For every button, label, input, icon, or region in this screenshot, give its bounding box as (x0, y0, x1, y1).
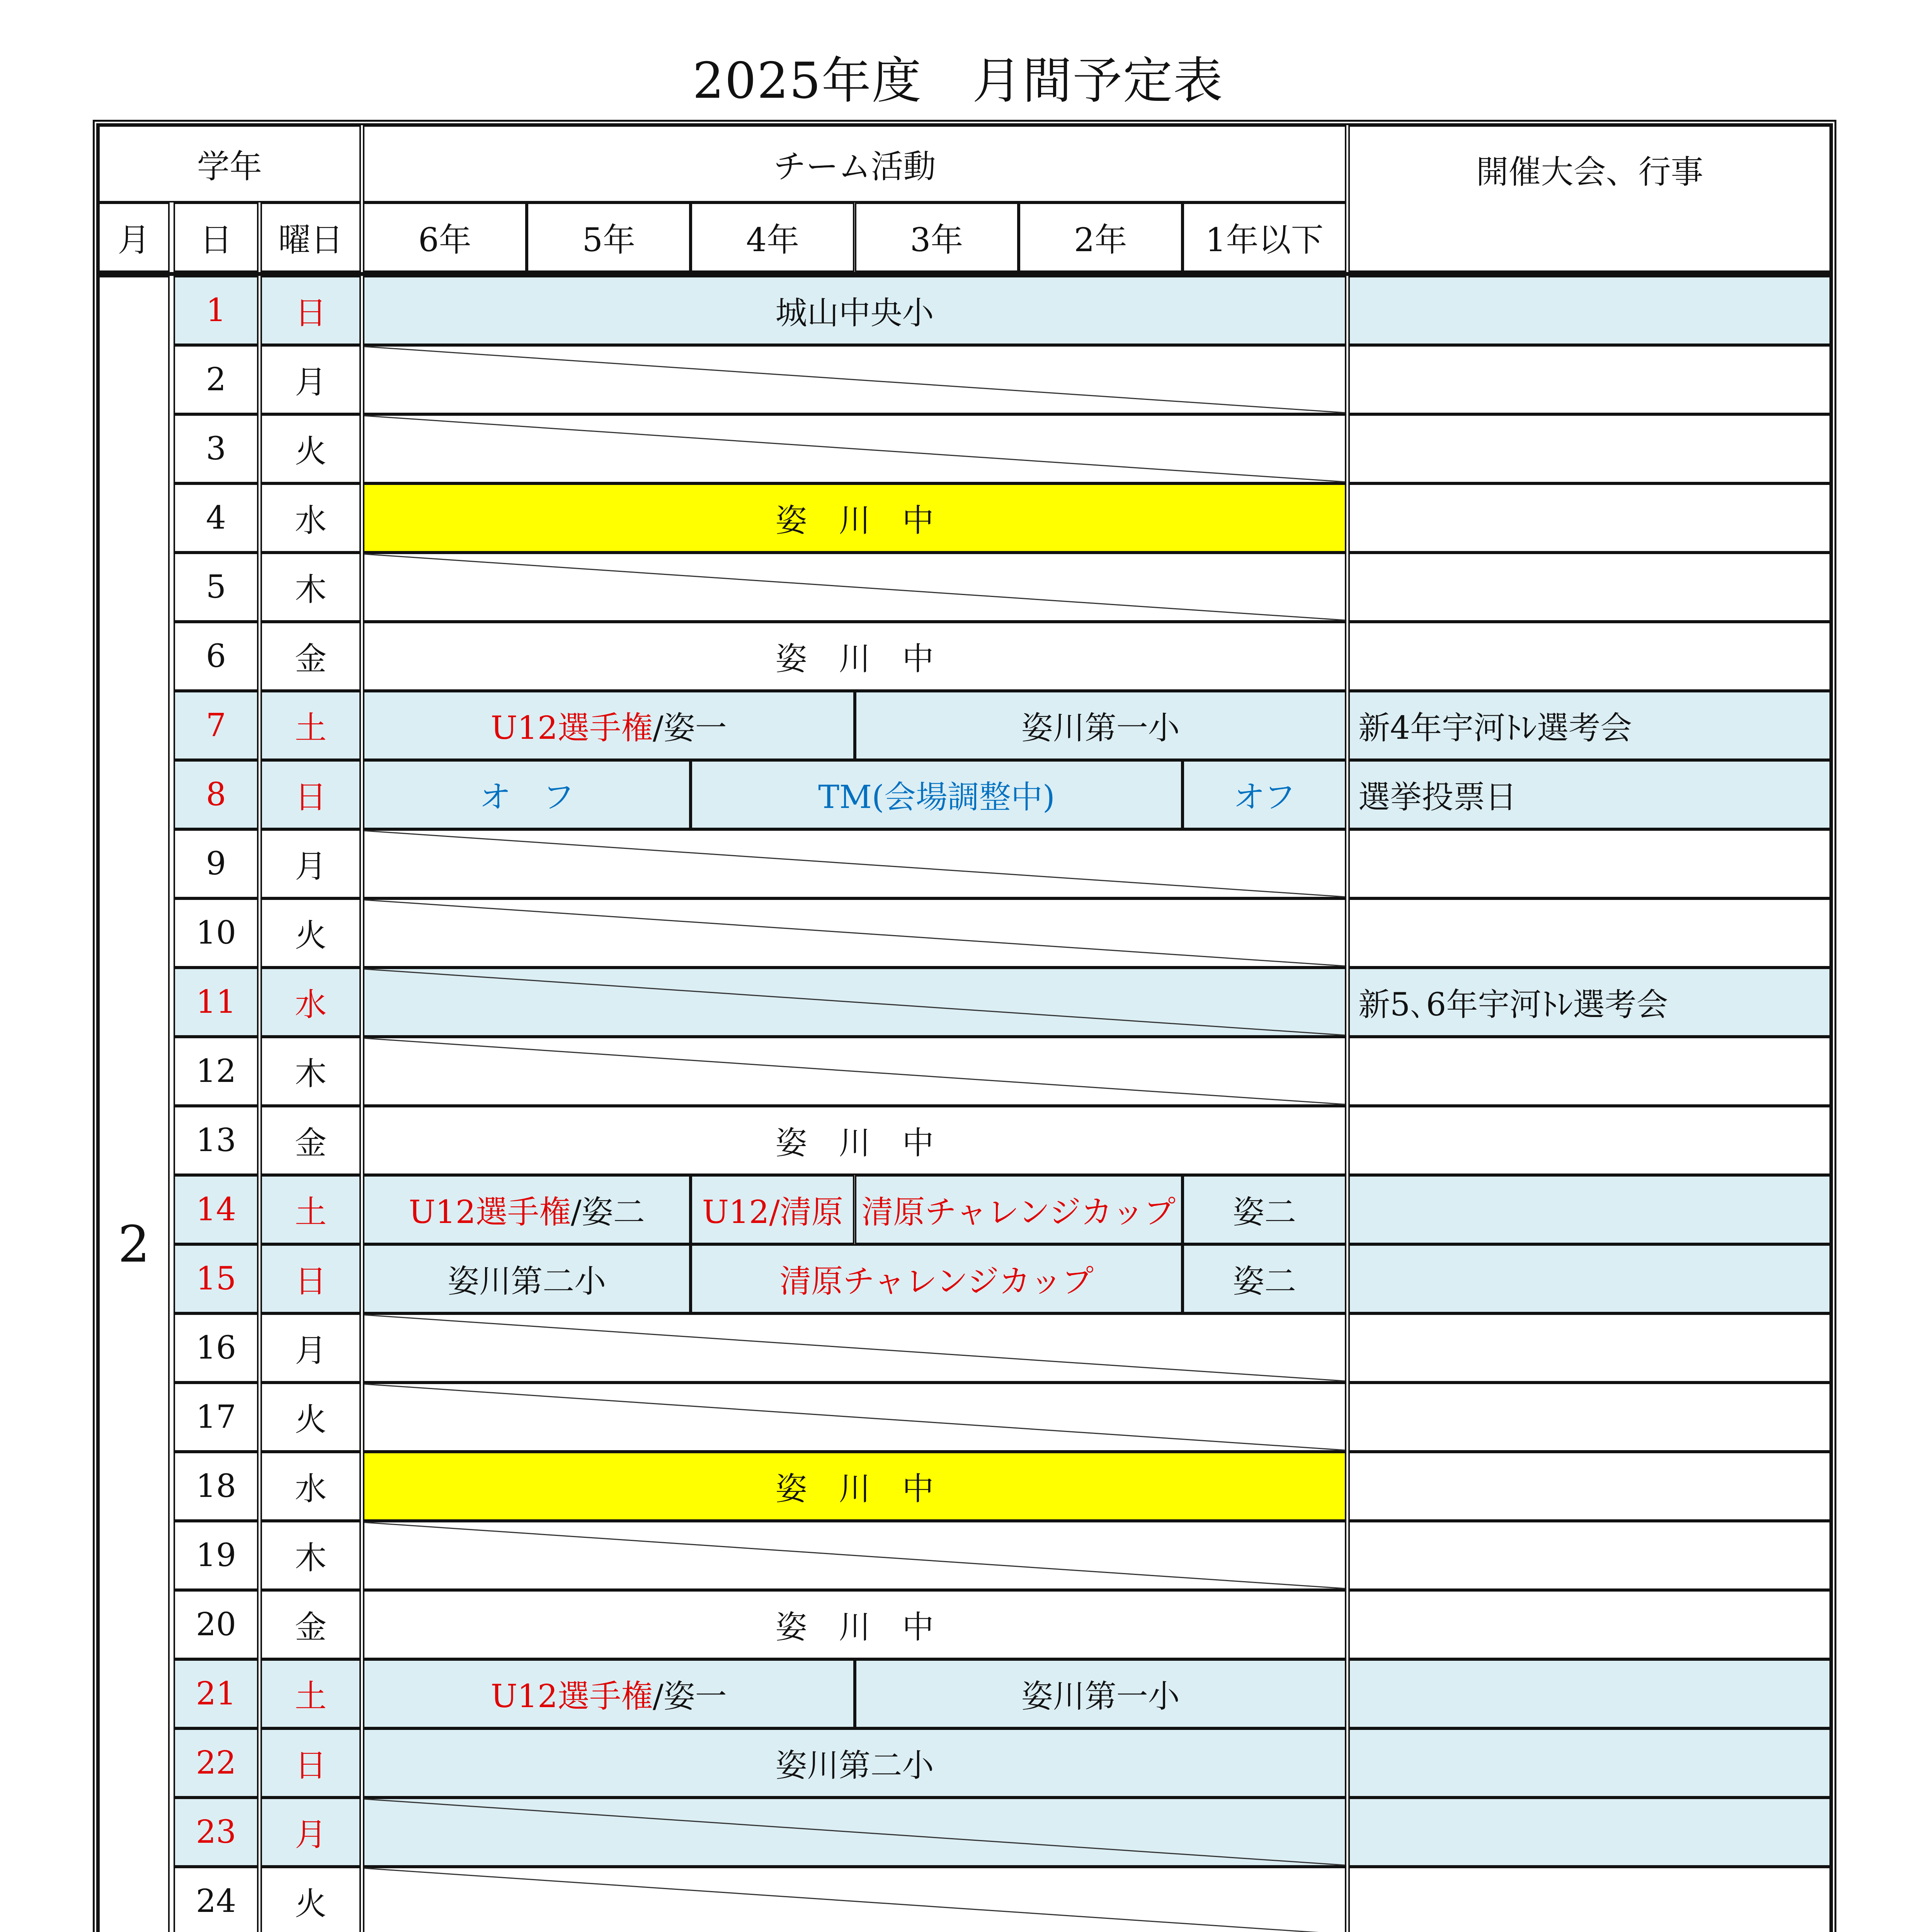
day-cell: 20 (174, 1590, 259, 1659)
weekday-cell: 日 (260, 760, 361, 829)
day-cell: 1 (174, 276, 259, 345)
weekday-cell: 月 (260, 1798, 361, 1867)
day-cell: 16 (174, 1313, 259, 1383)
header-grade-col: 4年 (691, 202, 854, 272)
activity-cell (363, 691, 855, 760)
event-cell (1348, 1867, 1831, 1932)
day-cell: 11 (174, 968, 259, 1037)
event-cell (1348, 1659, 1831, 1728)
activity-cell: 姿二 (1183, 1244, 1346, 1313)
weekday-cell: 日 (260, 1728, 361, 1798)
event-cell (1348, 622, 1831, 691)
no-activity-cell (363, 898, 1346, 968)
no-activity-cell (363, 1313, 1346, 1383)
event-cell: 選挙投票日 (1348, 760, 1831, 829)
event-cell (1348, 1313, 1831, 1383)
weekday-cell: 火 (260, 1383, 361, 1452)
day-cell: 19 (174, 1521, 259, 1590)
month-cell: 2 (98, 276, 170, 1932)
activity-cell: 姿 川 中 (363, 622, 1346, 691)
page-title: 2025年度 月間予定表 (693, 52, 1223, 110)
header-events: 開催大会、行事 (1348, 125, 1831, 272)
activity-text-part: /姿二 (571, 1194, 645, 1231)
activity-text-part: /姿一 (653, 710, 727, 747)
weekday-cell: 月 (260, 345, 361, 414)
activity-cell: TM(会場調整中) (691, 760, 1183, 829)
day-cell: 7 (174, 691, 259, 760)
event-cell (1348, 1037, 1831, 1106)
activity-cell: 城山中央小 (363, 276, 1346, 345)
event-cell (1348, 1590, 1831, 1659)
no-activity-cell (363, 345, 1346, 414)
day-cell: 24 (174, 1867, 259, 1932)
weekday-cell: 日 (260, 276, 361, 345)
event-cell (1348, 1244, 1831, 1313)
weekday-cell: 月 (260, 1313, 361, 1383)
no-activity-cell (363, 829, 1346, 898)
day-cell: 6 (174, 622, 259, 691)
day-cell: 22 (174, 1728, 259, 1798)
activity-text-part: /姿一 (653, 1678, 727, 1715)
event-cell (1348, 1383, 1831, 1452)
weekday-cell: 火 (260, 898, 361, 968)
event-cell: 新4年宇河ﾄﾚ選考会 (1348, 691, 1831, 760)
header-grade-col: 1年以下 (1183, 202, 1346, 272)
event-cell (1348, 414, 1831, 483)
event-cell: 新5､6年宇河ﾄﾚ選考会 (1348, 968, 1831, 1037)
day-cell: 17 (174, 1383, 259, 1452)
activity-cell: 姿川第一小 (855, 691, 1347, 760)
weekday-cell: 月 (260, 829, 361, 898)
header-grade-col: 6年 (363, 202, 527, 272)
day-cell: 8 (174, 760, 259, 829)
day-cell: 12 (174, 1037, 259, 1106)
header-divider (98, 272, 1831, 276)
header-grade-col: 2年 (1019, 202, 1183, 272)
day-cell: 3 (174, 414, 259, 483)
header-month: 月 (98, 202, 170, 272)
weekday-cell: 火 (260, 414, 361, 483)
activity-cell: 姿 川 中 (363, 483, 1346, 553)
activity-cell: オフ (1183, 760, 1346, 829)
day-cell: 23 (174, 1798, 259, 1867)
weekday-cell: 水 (260, 968, 361, 1037)
weekday-cell: 木 (260, 1037, 361, 1106)
event-cell (1348, 898, 1831, 968)
no-activity-cell (363, 414, 1346, 483)
event-cell (1348, 276, 1831, 345)
activity-cell: 姿川第二小 (363, 1728, 1346, 1798)
no-activity-cell (363, 1383, 1346, 1452)
activity-cell: 清原チャレンジカップ (691, 1244, 1183, 1313)
day-cell: 14 (174, 1175, 259, 1244)
activity-cell: 姿 川 中 (363, 1452, 1346, 1521)
event-cell (1348, 1175, 1831, 1244)
event-cell (1348, 1452, 1831, 1521)
weekday-cell: 土 (260, 1175, 361, 1244)
event-cell (1348, 1106, 1831, 1175)
no-activity-cell (363, 1798, 1346, 1867)
schedule-table (93, 120, 1836, 1932)
event-cell (1348, 1798, 1831, 1867)
activity-cell (363, 1175, 691, 1244)
header-team-activity: チーム活動 (363, 125, 1346, 202)
event-cell (1348, 553, 1831, 622)
no-activity-cell (363, 968, 1346, 1037)
activity-text-part: U12選手権 (490, 710, 653, 747)
weekday-cell: 水 (260, 483, 361, 553)
activity-cell: 姿 川 中 (363, 1590, 1346, 1659)
header-grade-col: 3年 (855, 202, 1019, 272)
event-cell (1348, 483, 1831, 553)
weekday-cell: 金 (260, 1106, 361, 1175)
event-cell (1348, 829, 1831, 898)
day-cell: 15 (174, 1244, 259, 1313)
header-grade-col: 5年 (527, 202, 691, 272)
weekday-cell: 日 (260, 1244, 361, 1313)
header-day: 日 (174, 202, 259, 272)
no-activity-cell (363, 1867, 1346, 1932)
day-cell: 5 (174, 553, 259, 622)
activity-cell: オ フ (363, 760, 691, 829)
day-cell: 2 (174, 345, 259, 414)
activity-cell: 姿二 (1183, 1175, 1346, 1244)
activity-text-part: U12選手権 (408, 1194, 571, 1231)
activity-cell: U12/清原 (691, 1175, 854, 1244)
activity-cell: 姿 川 中 (363, 1106, 1346, 1175)
day-cell: 13 (174, 1106, 259, 1175)
day-cell: 18 (174, 1452, 259, 1521)
activity-cell: 清原チャレンジカップ (855, 1175, 1183, 1244)
weekday-cell: 金 (260, 1590, 361, 1659)
weekday-cell: 土 (260, 1659, 361, 1728)
event-cell (1348, 1521, 1831, 1590)
no-activity-cell (363, 553, 1346, 622)
weekday-cell: 木 (260, 553, 361, 622)
weekday-cell: 金 (260, 622, 361, 691)
activity-cell (363, 1659, 855, 1728)
activity-text-part: U12選手権 (490, 1678, 653, 1715)
activity-cell: 姿川第二小 (363, 1244, 691, 1313)
header-weekday: 曜日 (260, 202, 361, 272)
header-grade: 学年 (98, 125, 361, 202)
no-activity-cell (363, 1521, 1346, 1590)
no-activity-cell (363, 1037, 1346, 1106)
day-cell: 9 (174, 829, 259, 898)
day-cell: 10 (174, 898, 259, 968)
event-cell (1348, 1728, 1831, 1798)
day-cell: 21 (174, 1659, 259, 1728)
weekday-cell: 水 (260, 1452, 361, 1521)
weekday-cell: 火 (260, 1867, 361, 1932)
activity-cell: 姿川第一小 (855, 1659, 1347, 1728)
weekday-cell: 土 (260, 691, 361, 760)
event-cell (1348, 345, 1831, 414)
weekday-cell: 木 (260, 1521, 361, 1590)
day-cell: 4 (174, 483, 259, 553)
